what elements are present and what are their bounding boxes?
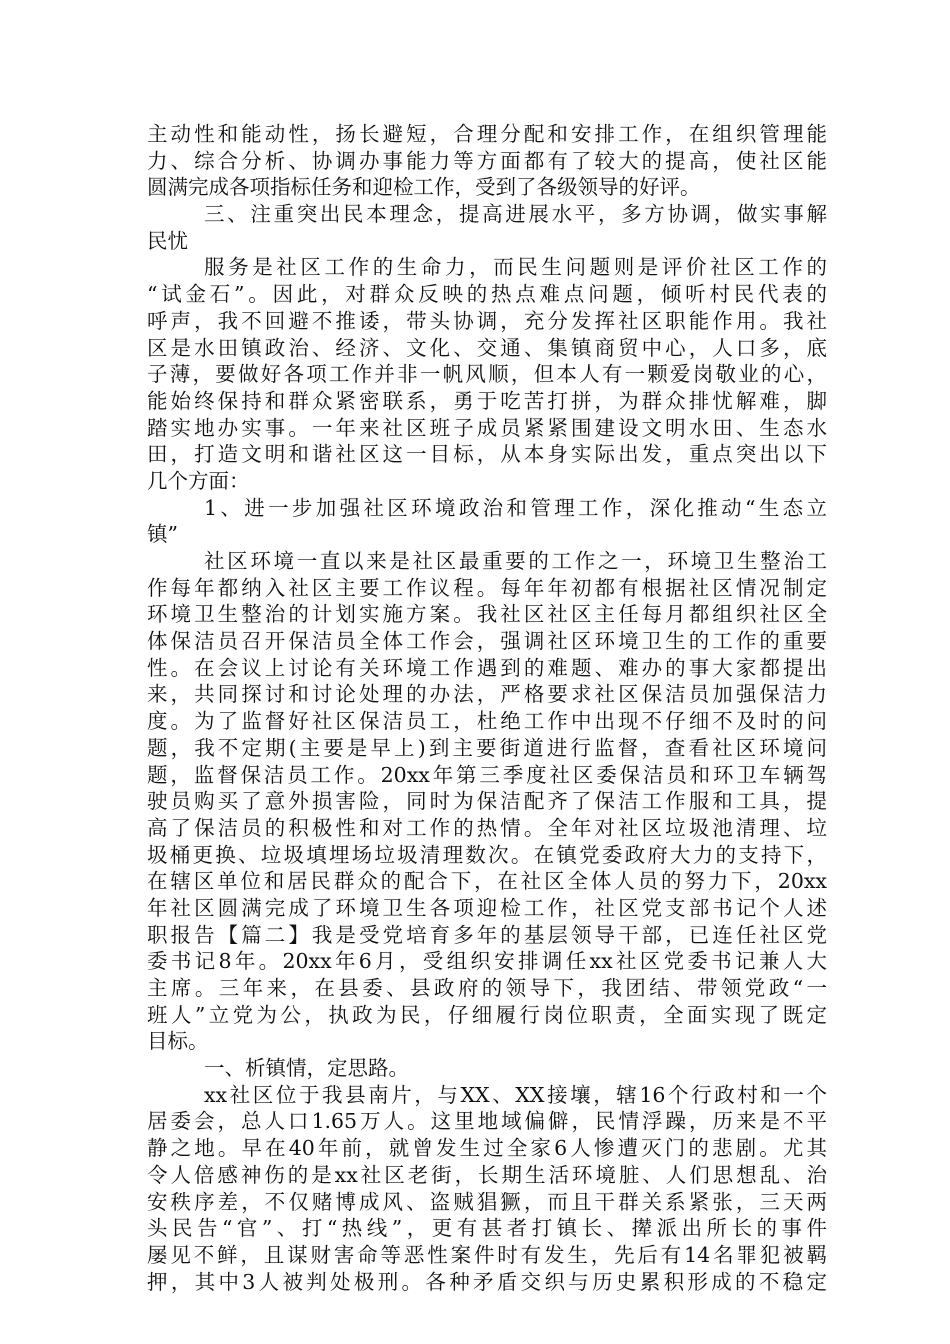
text-line: 头民告“官”、打“热线”，更有甚者打镇长、撵派出所长的事件	[147, 1216, 827, 1241]
text-line: 高了保洁员的积极性和对工作的热情。全年对社区垃圾池清理、垃	[147, 815, 827, 840]
text-line: 在辖区单位和居民群众的配合下，在社区全体人员的努力下，20xx	[147, 869, 827, 894]
text-line: 押，其中3人被判处极刑。各种矛盾交织与历史累积形成的不稳定	[147, 1269, 827, 1294]
text-line: 呼声，我不回避不推诿，带头协调，充分发挥社区职能作用。我社	[147, 308, 827, 333]
text-line: 目标。	[147, 1029, 209, 1054]
text-line: 题，监督保洁员工作。20xx年第三季度社区委保洁员和环卫车辆驾	[147, 762, 827, 787]
text-line: 子薄，要做好各项工作并非一帆风顺，但本人有一颗爱岗敬业的心，	[147, 362, 827, 387]
text-line: 一、析镇情，定思路。	[204, 1056, 409, 1081]
text-line: 几个方面：	[147, 468, 250, 493]
document-body	[147, 121, 827, 1295]
text-line: “试金石”。因此，对群众反映的热点难点问题，倾听村民代表的	[147, 282, 827, 307]
text-line: 来，共同探讨和讨论处理的办法，严格要求社区保洁员加强保洁力	[147, 682, 827, 707]
text-line: 班人”立党为公，执政为民，仔细履行岗位职责，全面实现了既定	[147, 1002, 827, 1027]
text-line: 度。为了监督好社区保洁员工，杜绝工作中出现不仔细不及时的问	[147, 709, 827, 734]
text-line: 静之地。早在40年前，就曾发生过全家6人惨遭灭门的悲剧。尤其	[147, 1136, 827, 1161]
text-line: 三、注重突出民本理念，提高进展水平，多方协调，做实事解	[204, 202, 827, 227]
text-line: 民忧	[147, 228, 188, 253]
text-line: 服务是社区工作的生命力，而民生问题则是评价社区工作的	[204, 255, 827, 280]
text-line: 性。在会议上讨论有关环境工作遇到的难题、难办的事大家都提出	[147, 655, 827, 680]
text-line: 居委会，总人口1.65万人。这里地域偏僻，民情浮躁，历来是不平	[147, 1109, 827, 1134]
text-line: 圆满完成各项指标任务和迎检工作，受到了各级领导的好评。	[147, 175, 701, 200]
text-line: 主动性和能动性，扬长避短，合理分配和安排工作，在组织管理能	[147, 122, 827, 146]
text-line: 职报告【篇二】我是受党培育多年的基层领导干部，已连任社区党	[147, 922, 827, 947]
text-line: 作每年都纳入社区主要工作议程。每年年初都有根据社区情况制定	[147, 575, 827, 600]
text-line: 年社区圆满完成了环境卫生各项迎检工作，社区党支部书记个人述	[147, 895, 827, 920]
text-line: 屡见不鲜，且谋财害命等恶性案件时有发生，先后有14名罪犯被羁	[147, 1242, 827, 1267]
text-line: 令人倍感神伤的是xx社区老街，长期生活环境脏、人们思想乱、治	[147, 1162, 827, 1187]
text-line: 圾桶更换、垃圾填埋场垃圾清理数次。在镇党委政府大力的支持下，	[147, 842, 827, 867]
text-line: 能始终保持和群众紧密联系，勇于吃苦打拼，为群众排忧解难，脚	[147, 388, 827, 413]
text-line: 体保洁员召开保洁员全体工作会，强调社区环境卫生的工作的重要	[147, 629, 827, 654]
text-line: 主席。三年来，在县委、县政府的领导下，我团结、带领党政“一	[147, 976, 827, 1000]
text-line: 社区环境一直以来是社区最重要的工作之一，环境卫生整治工	[204, 549, 827, 573]
text-line: 题，我不定期(主要是早上)到主要街道进行监督，查看社区环境问	[147, 735, 827, 760]
text-line: 委书记8年。20xx年6月，受组织安排调任xx社区党委书记兼人大	[147, 949, 827, 974]
text-line: 田，打造文明和谐社区这一目标，从本身实际出发，重点突出以下	[147, 442, 827, 467]
text-line: 区是水田镇政治、经济、文化、交通、集镇商贸中心，人口多，底	[147, 335, 827, 360]
text-line: 1、进一步加强社区环境政治和管理工作，深化推动“生态立	[204, 495, 827, 520]
text-line: 镇”	[147, 522, 178, 547]
text-line: 环境卫生整治的计划实施方案。我社区社区主任每月都组织社区全	[147, 602, 827, 627]
text-line: 力、综合分析、协调办事能力等方面都有了较大的提高，使社区能	[147, 148, 827, 173]
text-line: 驶员购买了意外损害险，同时为保洁配齐了保洁工作服和工具，提	[147, 789, 827, 814]
text-line: xx社区位于我县南片，与XX、XX接壤，辖16个行政村和一个	[204, 1082, 827, 1107]
text-line: 安秩序差，不仅赌博成风、盗贼猖獗，而且干群关系紧张，三天两	[147, 1189, 827, 1214]
text-line: 踏实地办实事。一年来社区班子成员紧紧围建设文明水田、生态水	[147, 415, 827, 440]
